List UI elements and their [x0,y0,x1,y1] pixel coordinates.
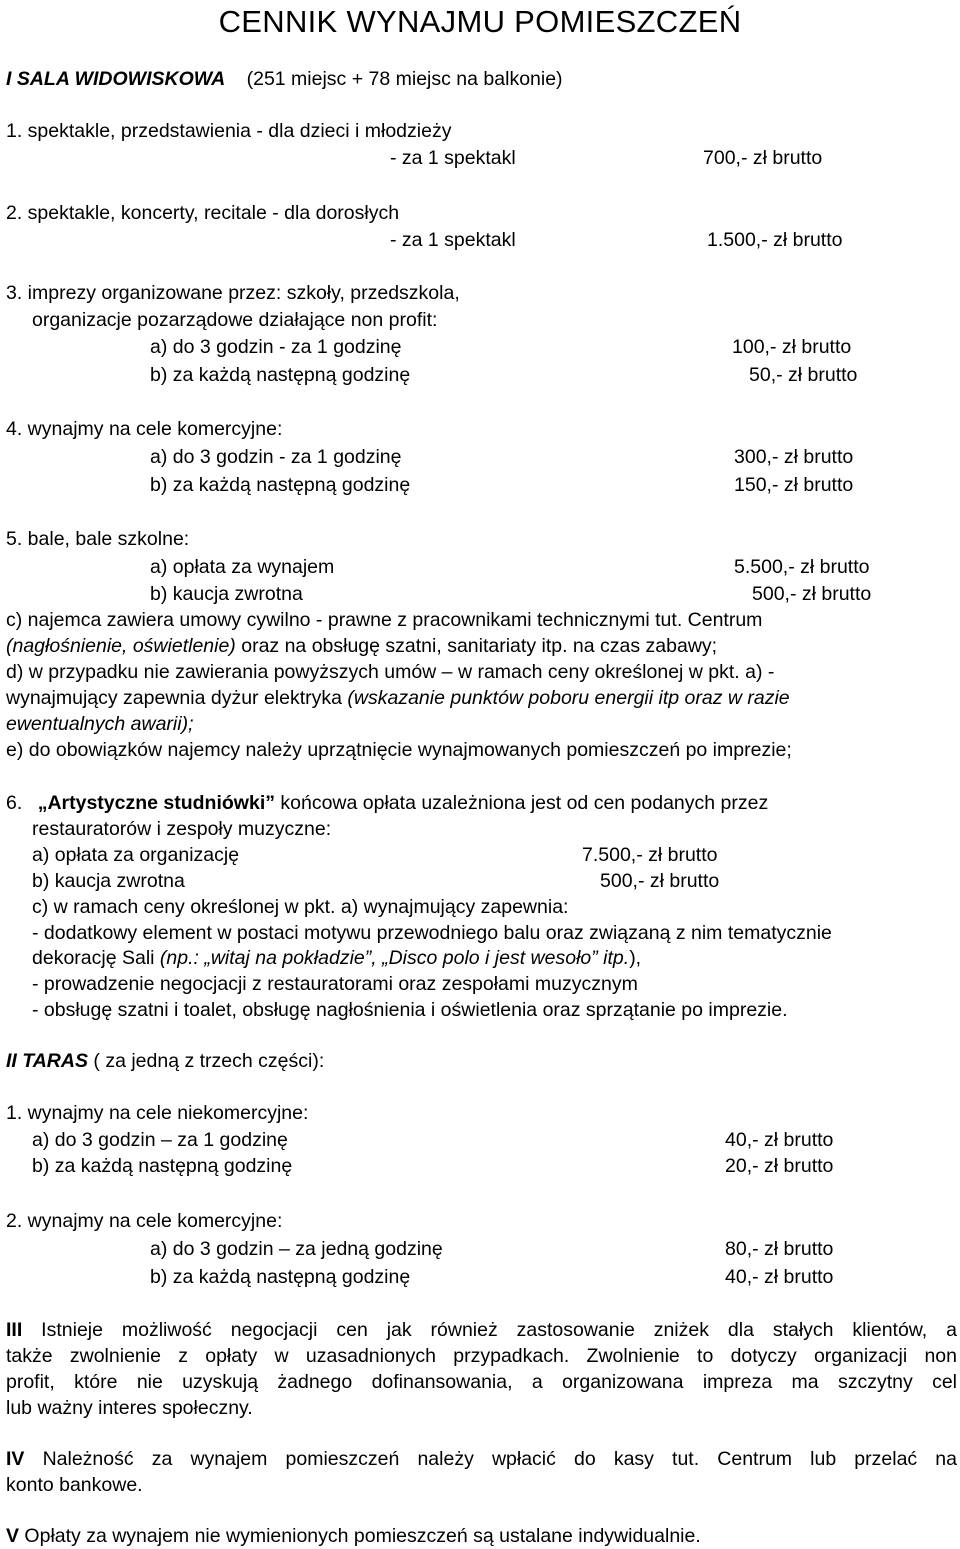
section-5-text-1: Opłaty za wynajem nie wymienionych pomieszczeń są ustalane indywidualnie. [19,1525,701,1547]
item-5-d-line-3: ewentualnych awarii); [6,713,194,735]
item-5-e: e) do obowiązków najemcy należy uprzątnięcie wynajmowanych pomieszczeń po imprezie; [6,739,792,761]
item-2-price: 1.500,- zł brutto [707,229,843,251]
section-4-line-1 [6,1446,957,1472]
item-4-a-price: 300,- zł brutto [734,446,854,468]
item-3-a: a) do 3 godzin - za 1 godzinę [150,336,402,358]
section-3-line-2: także zwolnienie z opłaty w uzasadnionych przypadkach. Zwolnienie to dotyczy organizacji non [6,1345,957,1367]
section-5-num: V [6,1525,20,1547]
item-2-sub: - za 1 spektakl [390,229,516,251]
section-4-text-1: Należność za wynajem pomieszczeń należy wpłacić do kasy tut. Centrum lub przelać na [24,1448,957,1470]
section-3-num: III [6,1319,23,1341]
item-3-label-2: organizacje pozarządowe działające non profit: [32,309,438,331]
section-3-line-4: lub ważny interes społeczny. [6,1397,253,1419]
terrace-item-2-a: a) do 3 godzin – za jedną godzinę [150,1238,443,1260]
item-5-d-line-1: d) w przypadku nie zawierania powyższych umów – w ramach ceny określonej w pkt. a) - [6,661,775,683]
terrace-item-2-label: 2. wynajmy na cele komercyjne: [6,1210,283,1232]
item-6-a-price: 7.500,- zł brutto [582,844,718,866]
item-1-label: 1. spektakle, przedstawienia - dla dzieci i młodzieży [6,120,452,142]
section-4-line-2: konto bankowe. [6,1474,143,1496]
terrace-item-1-label: 1. wynajmy na cele niekomercyjne: [6,1102,309,1124]
item-5-c-line-2 [6,633,717,659]
section-5-line-1 [6,1523,701,1549]
section-1-capacity: (251 miejsc + 78 miejsc na balkonie) [246,68,563,90]
terrace-item-1-b: b) za każdą następną godzinę [32,1155,293,1177]
item-4-b-price: 150,- zł brutto [734,474,854,496]
section-4-num: IV [6,1448,25,1470]
item-2-label: 2. spektakle, koncerty, recitale - dla dorosłych [6,202,400,224]
item-5-d-italic: (wskazanie punktów poboru energii itp oraz w razie [347,687,790,709]
section-2-header [6,1048,324,1074]
item-4-label: 4. wynajmy na cele komercyjne: [6,418,283,440]
item-5-label: 5. bale, bale szkolne: [6,528,190,550]
item-5-b-price: 500,- zł brutto [752,583,872,605]
item-3-b: b) za każdą następną godzinę [150,364,411,386]
item-6-b-price: 500,- zł brutto [600,870,720,892]
item-6-b: b) kaucja zwrotna [32,870,185,892]
terrace-item-1-b-price: 20,- zł brutto [725,1155,834,1177]
item-5-a: a) opłata za wynajem [150,556,335,578]
item-6-e: - prowadzenie negocjacji z restauratorami oraz zespołami muzycznym [32,973,638,995]
item-5-b: b) kaucja zwrotna [150,583,303,605]
item-6-line-2: restauratorów i zespoły muzyczne: [32,818,332,840]
item-6-d-line-1: - dodatkowy element w postaci motywu przewodniego balu oraz związaną z nim tematycznie [32,922,832,944]
item-6-f: - obsługę szatni i toalet, obsługę nagłośnienia i oświetlenia oraz sprzątanie po imprezie. [32,999,788,1021]
item-4-b: b) za każdą następną godzinę [150,474,411,496]
page-title: CENNIK WYNAJMU POMIESZCZEŃ [218,4,742,39]
section-3-line-3: profit, które nie uzyskują żadnego dofinansowania, a organizowana impreza ma szczytny cel [6,1371,957,1393]
item-6-d-a: dekorację Sali [32,947,160,969]
terrace-item-2-b: b) za każdą następną godzinę [150,1266,411,1288]
item-6-rest: końcowa opłata uzależniona jest od cen podanych przez [274,792,769,814]
item-1-sub: - za 1 spektakl [390,147,516,169]
item-6-d-line-2 [32,945,641,971]
item-6-name: „Artystyczne studniówki” [37,792,275,814]
item-6-c: c) w ramach ceny określonej w pkt. a) wynajmujący zapewnia: [32,896,569,918]
item-3-a-price: 100,- zł brutto [732,336,852,358]
item-5-d-line-2 [6,685,790,711]
terrace-item-2-b-price: 40,- zł brutto [725,1266,834,1288]
item-6-d-italic: (np.: „witaj na pokładzie”, „Disco polo i jest wesoło” itp. [159,947,630,969]
item-3-label-1: 3. imprezy organizowane przez: szkoły, przedszkola, [6,282,460,304]
item-5-c-rest: oraz na obsługę szatni, sanitariaty itp. na czas zabawy; [235,635,718,657]
section-3-line-1 [6,1317,957,1343]
item-6-a: a) opłata za organizację [32,844,240,866]
terrace-item-2-a-price: 80,- zł brutto [725,1238,834,1260]
section-3-text-1: Istnieje możliwość negocjacji cen jak również zastosowanie zniżek dla stałych klientów, a [22,1319,957,1341]
item-6-num: 6. [6,792,23,814]
item-6-line-1 [6,790,957,816]
item-5-c-line-1: c) najemca zawiera umowy cywilno - prawne z pracownikami technicznymi tut. Centrum [6,609,763,631]
item-5-a-price: 5.500,- zł brutto [734,556,870,578]
section-1-heading: I SALA WIDOWISKOWA [6,68,226,90]
terrace-item-1-a-price: 40,- zł brutto [725,1129,834,1151]
terrace-item-1-a: a) do 3 godzin – za 1 godzinę [32,1129,288,1151]
section-2-heading: II TARAS [6,1050,88,1072]
section-1-header [6,66,563,92]
item-5-c-italic: (nagłośnienie, oświetlenie) [6,635,236,657]
item-3-b-price: 50,- zł brutto [749,364,858,386]
section-2-note: ( za jedną z trzech części): [87,1050,325,1072]
item-5-d-normal: wynajmujący zapewnia dyżur elektryka [6,687,348,709]
item-1-price: 700,- zł brutto [703,147,823,169]
item-6-d-c: ), [629,947,642,969]
item-4-a: a) do 3 godzin - za 1 godzinę [150,446,402,468]
